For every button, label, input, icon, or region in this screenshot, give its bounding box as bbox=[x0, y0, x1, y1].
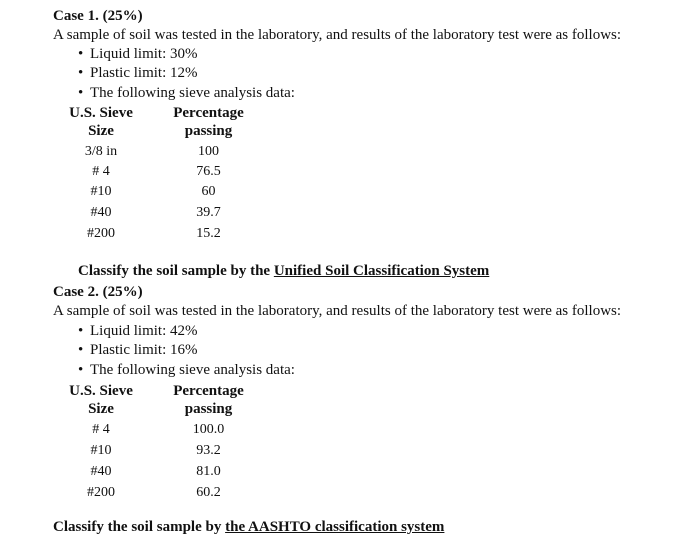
bullet-icon: • bbox=[78, 85, 84, 101]
passing-cell: 100.0 bbox=[192, 422, 225, 437]
sieve-cell: #200 bbox=[87, 226, 115, 241]
bullet-text: Liquid limit: 42% bbox=[90, 323, 198, 339]
bullet-icon: • bbox=[78, 323, 84, 339]
bullet-text: The following sieve analysis data: bbox=[90, 362, 295, 378]
case1-bullet-3 bbox=[78, 84, 295, 102]
header-percentage: Percentage bbox=[173, 105, 244, 121]
task-emphasis: the AASHTO classification system bbox=[225, 519, 445, 535]
bullet-text: Plastic limit: 16% bbox=[90, 342, 198, 358]
passing-cell: 60.2 bbox=[196, 485, 221, 500]
bullet-icon: • bbox=[78, 46, 84, 62]
task-prefix: Classify the soil sample by bbox=[53, 519, 226, 535]
sieve-cell: # 4 bbox=[92, 164, 110, 179]
header-size: Size bbox=[88, 123, 114, 139]
table-row bbox=[66, 162, 266, 182]
case1-bullet-1 bbox=[78, 45, 198, 63]
bullet-icon: • bbox=[78, 362, 84, 378]
case1-title: Case 1. (25%) bbox=[53, 8, 143, 24]
task-emphasis: Unified Soil Classification System bbox=[273, 263, 490, 279]
sieve-cell: #10 bbox=[90, 184, 112, 199]
table-row bbox=[66, 483, 266, 503]
passing-cell: 93.2 bbox=[196, 443, 221, 458]
header-sieve: U.S. Sieve bbox=[69, 105, 133, 121]
case2-title: Case 2. (25%) bbox=[53, 284, 143, 300]
sieve-cell: #40 bbox=[90, 205, 112, 220]
table-row bbox=[66, 224, 266, 244]
header-passing: passing bbox=[184, 123, 233, 139]
case2-bullet-2 bbox=[78, 341, 198, 359]
header-passing: passing bbox=[184, 401, 233, 417]
case1-intro: A sample of soil was tested in the laboratory, and results of the laboratory test were as follows: bbox=[53, 27, 622, 43]
passing-cell: 100 bbox=[198, 144, 219, 159]
sieve-cell: #40 bbox=[90, 464, 112, 479]
bullet-icon: • bbox=[78, 65, 84, 81]
passing-cell: 81.0 bbox=[196, 464, 221, 479]
table-row bbox=[66, 420, 266, 440]
sieve-cell: #10 bbox=[90, 443, 112, 458]
table-header-row bbox=[66, 121, 266, 141]
sieve-cell: 3/8 in bbox=[84, 144, 118, 159]
table-row bbox=[66, 182, 266, 202]
bullet-text: Liquid limit: 30% bbox=[90, 46, 198, 62]
case2-intro: A sample of soil was tested in the laboratory, and results of the laboratory test were as follows: bbox=[53, 303, 622, 319]
table-row bbox=[66, 441, 266, 461]
case1-task bbox=[78, 262, 489, 280]
passing-cell: 39.7 bbox=[196, 205, 221, 220]
case2-task bbox=[53, 518, 444, 536]
case1-bullet-2 bbox=[78, 64, 198, 82]
table-row bbox=[66, 142, 266, 162]
sieve-cell: # 4 bbox=[92, 422, 110, 437]
table-row bbox=[66, 203, 266, 223]
header-size: Size bbox=[88, 401, 114, 417]
table-header-row bbox=[66, 381, 266, 401]
bullet-text: The following sieve analysis data: bbox=[90, 85, 295, 101]
passing-cell: 76.5 bbox=[196, 164, 221, 179]
case2-bullet-3 bbox=[78, 361, 295, 379]
passing-cell: 15.2 bbox=[196, 226, 221, 241]
bullet-icon: • bbox=[78, 342, 84, 358]
table-header-row bbox=[66, 399, 266, 419]
table-header-row bbox=[66, 103, 266, 123]
table-row bbox=[66, 462, 266, 482]
case2-bullet-1 bbox=[78, 322, 198, 340]
header-sieve: U.S. Sieve bbox=[69, 383, 133, 399]
task-prefix: Classify the soil sample by the bbox=[78, 263, 274, 279]
sieve-cell: #200 bbox=[87, 485, 115, 500]
passing-cell: 60 bbox=[201, 184, 216, 199]
header-percentage: Percentage bbox=[173, 383, 244, 399]
bullet-text: Plastic limit: 12% bbox=[90, 65, 198, 81]
